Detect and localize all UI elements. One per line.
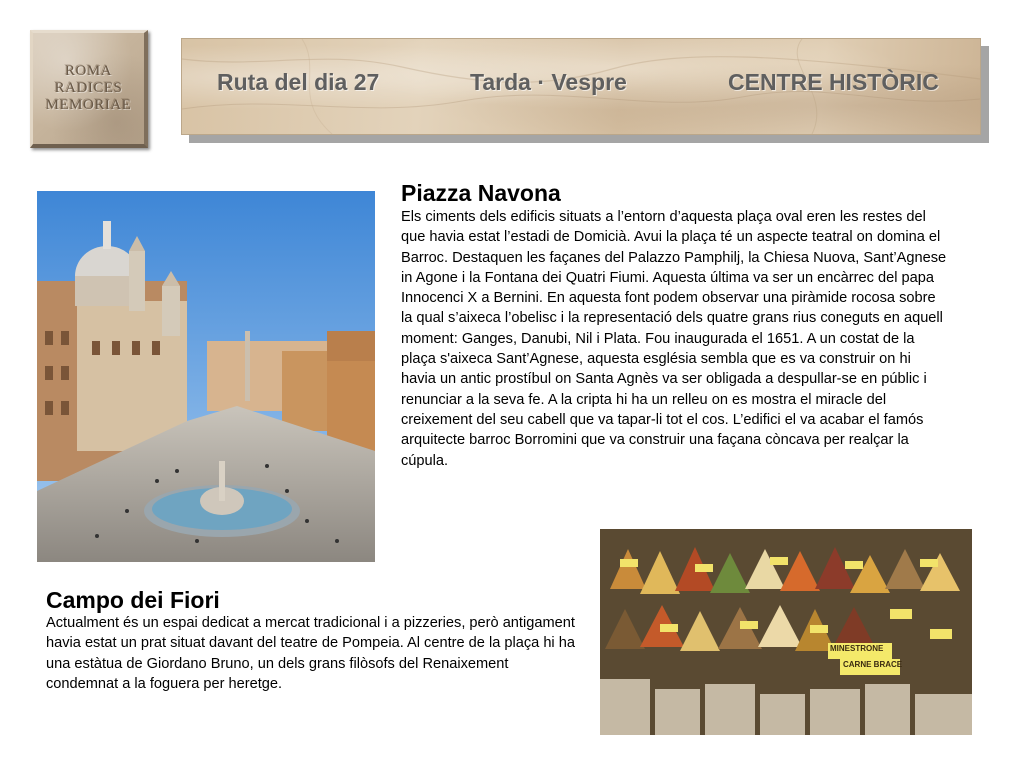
piazza-navona-photo [37,191,375,562]
header-route-day: Ruta del dia 27 [217,69,380,95]
section-body-campo-dei-fiori: Actualment és un espai dedicat a mercat tradicional i a pizzeries, però antigament havia estat un prat situat davant del teatre de Pompeia. Al centre de la plaça hi ha una estàtua de Giordano Bruno, un dels grans filòsofs del Renaixement condemnat a la foguera per heretge. [46,615,575,692]
logo-line-1: ROMA [64,63,112,79]
roma-logo-stone [30,30,148,148]
section-title-campo-dei-fiori: Campo dei Fiori [46,587,220,613]
logo-line-3: MEMORIAE [45,97,132,113]
header-area: CENTRE HISTÒRIC [728,69,939,95]
logo-line-2: RADICES [54,80,123,96]
section-title-piazza-navona: Piazza Navona [401,180,561,206]
photo-sign-minestrone: MINESTRONE [830,644,884,653]
header-banner [181,38,981,135]
photo-sign-carne-brace: CARNE BRACE [843,660,903,669]
spice-market-photo [600,529,972,735]
header-time-of-day: Tarda · Vespre [470,69,627,95]
section-body-piazza-navona: Els ciments dels edificis situats a l’entorn d’aquesta plaça oval eren les restes del que havia estat l’estadi de Domicià. Avui la plaça té un aspecte teatral on domina el Barroc. Destaquen les façanes del Palazzo Pamphilj, la Chiesa Nuova, Sant’Agnese in Agone i la Fontana dei Quatri Fiumi. Aquesta última va ser un encàrrec del papa Innocenci X a Bernini. En aquesta font podem observar una piràmide rocosa sobre la qual s’aixeca l’obelisc i la representació dels quatre grans rius coneguts en aquell moment: Ganges, Danubi, Nil i Plata. Fou inaugurada el 1651. A un costat de la plaça s'aixeca Sant’Agnese, aquesta església sembla que es va construir on hi havia un antic prostíbul on Santa Agnès va ser obligada a despullar-se en públic i renunciar a la seva fe. A la cripta hi ha un relleu on es mostra el miracle del creixement del seu cabell que va tapar-li tot el cos. L’edifici el va acabar el famós arquitecte barroc Borromini que va construir una façana còncava per realçar la cúpula. [401,209,947,469]
